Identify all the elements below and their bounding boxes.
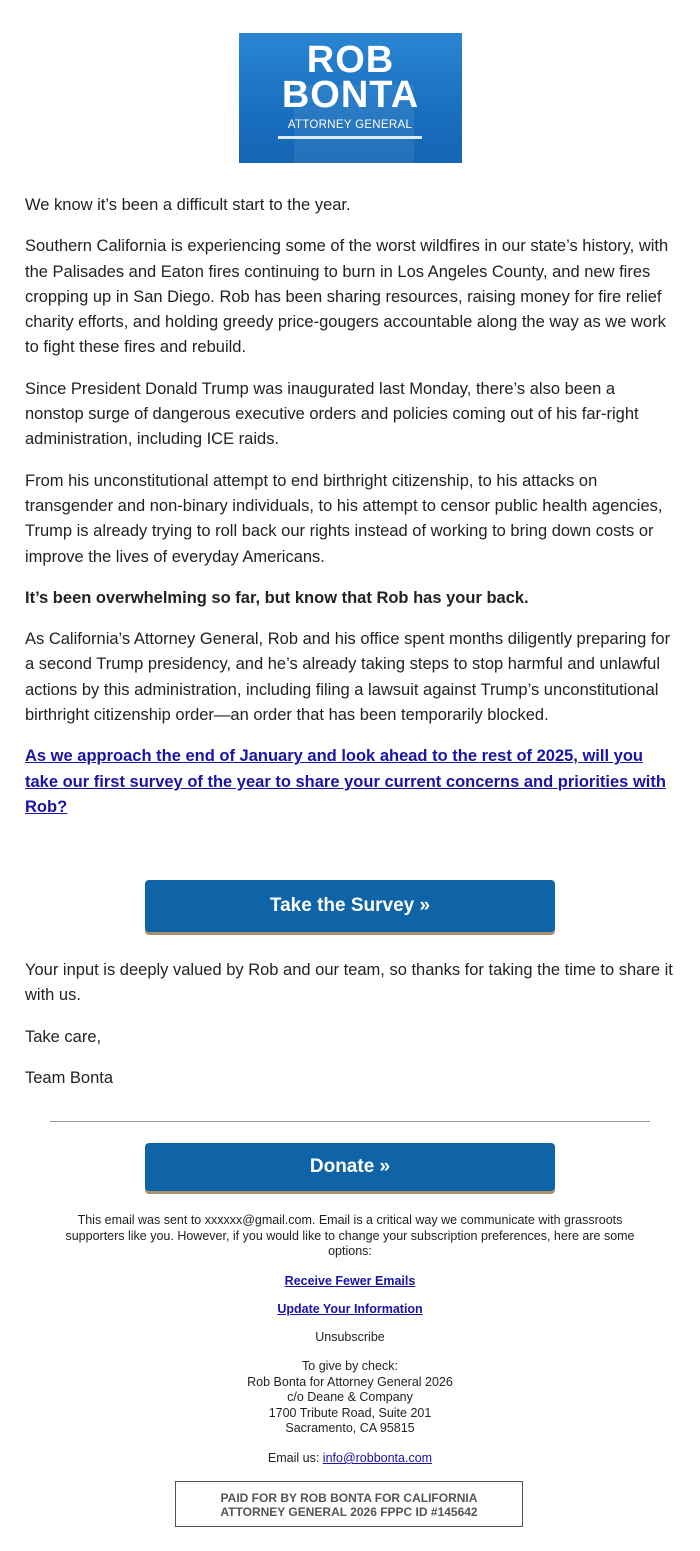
- update-information-link[interactable]: Update Your Information: [277, 1302, 423, 1316]
- check-name: Rob Bonta for Attorney General 2026: [247, 1374, 453, 1389]
- paid-for-line-2: ATTORNEY GENERAL 2026 FPPC ID #145642: [220, 1505, 478, 1519]
- closing-take-care: Take care,: [25, 1027, 102, 1046]
- body-paragraph-4: From his unconstitutional attempt to end birthright citizenship, to his attacks on transgender and non-binary individuals, to his attempt to censor public health agencies, Trump is already trying to roll back our rights instead of working to bring down costs or improve the lives of everyday Americans.: [25, 471, 663, 566]
- check-label: To give by check:: [302, 1359, 398, 1373]
- divider: [50, 1121, 650, 1122]
- body-paragraph-3: Since President Donald Trump was inaugurated last Monday, there’s also been a nonstop surge of dangerous executive orders and policies coming out of his far-right administration, including ICE raids.: [25, 379, 639, 449]
- body-paragraph-1: We know it’s been a difficult start to the year.: [25, 196, 351, 214]
- paid-for-box: [175, 1481, 523, 1527]
- survey-link[interactable]: As we approach the end of January and look ahead to the rest of 2025, will you take our first survey of the year to share your current concerns and priorities with Rob?: [25, 747, 666, 816]
- closing-paragraph: Your input is deeply valued by Rob and our team, so thanks for taking the time to share it with us.: [25, 961, 673, 1005]
- email-body: [25, 193, 675, 836]
- footer-notice: This email was sent to xxxxxx@gmail.com. Email is a critical way we communicate with grassroots supporters like you. However, if you would like to change your subscription preferences, here are some options:: [65, 1213, 635, 1258]
- donate-button[interactable]: Donate »: [145, 1143, 555, 1191]
- logo-line-attorney-general: ATTORNEY GENERAL: [287, 119, 413, 131]
- body-paragraph-2: Southern California is experiencing some of the worst wildfires in our state’s history, with the Palisades and Eaton fires continuing to burn in Los Angeles County, and new fires cropping up in San Diego. Rob has been sharing resources, raising money for fire relief charity efforts, and holding greedy price-gougers accountable along the way as we work to fight these fires and rebuild.: [25, 237, 669, 357]
- email-us-line: [60, 1451, 640, 1467]
- take-survey-button[interactable]: Take the Survey »: [145, 880, 555, 932]
- footer: [60, 1213, 640, 1465]
- logo-line-bonta: BONTA: [281, 74, 420, 116]
- body-paragraph-5-bold: It’s been overwhelming so far, but know that Rob has your back.: [25, 588, 529, 607]
- rob-bonta-logo: [239, 33, 462, 163]
- closing-section: [25, 958, 675, 1107]
- unsubscribe-link[interactable]: Unsubscribe: [315, 1330, 385, 1344]
- email-us-link[interactable]: info@robbonta.com: [322, 1451, 433, 1465]
- update-info-row: [60, 1302, 640, 1318]
- email-us-label: Email us:: [267, 1451, 320, 1465]
- check-city: Sacramento, CA 95815: [285, 1421, 415, 1435]
- fewer-emails-row: [60, 1274, 640, 1290]
- receive-fewer-emails-link[interactable]: Receive Fewer Emails: [284, 1274, 416, 1288]
- logo-line-rob: ROB: [306, 39, 395, 81]
- check-address: [60, 1359, 640, 1437]
- survey-link-paragraph: [25, 744, 675, 820]
- closing-signature: Team Bonta: [25, 1068, 114, 1087]
- body-paragraph-6: As California’s Attorney General, Rob and his office spent months diligently preparing for a second Trump presidency, and he’s already taking steps to stop harmful and unlawful actions by this administration, including filing a lawsuit against Trump’s unconstitutional birthright citizenship order—an order that has been temporarily blocked.: [25, 630, 671, 725]
- check-co: c/o Deane & Company: [287, 1390, 413, 1404]
- logo-underline: [278, 136, 422, 139]
- paid-for-line-1: PAID FOR BY ROB BONTA FOR CALIFORNIA: [220, 1491, 478, 1505]
- check-street: 1700 Tribute Road, Suite 201: [268, 1405, 432, 1420]
